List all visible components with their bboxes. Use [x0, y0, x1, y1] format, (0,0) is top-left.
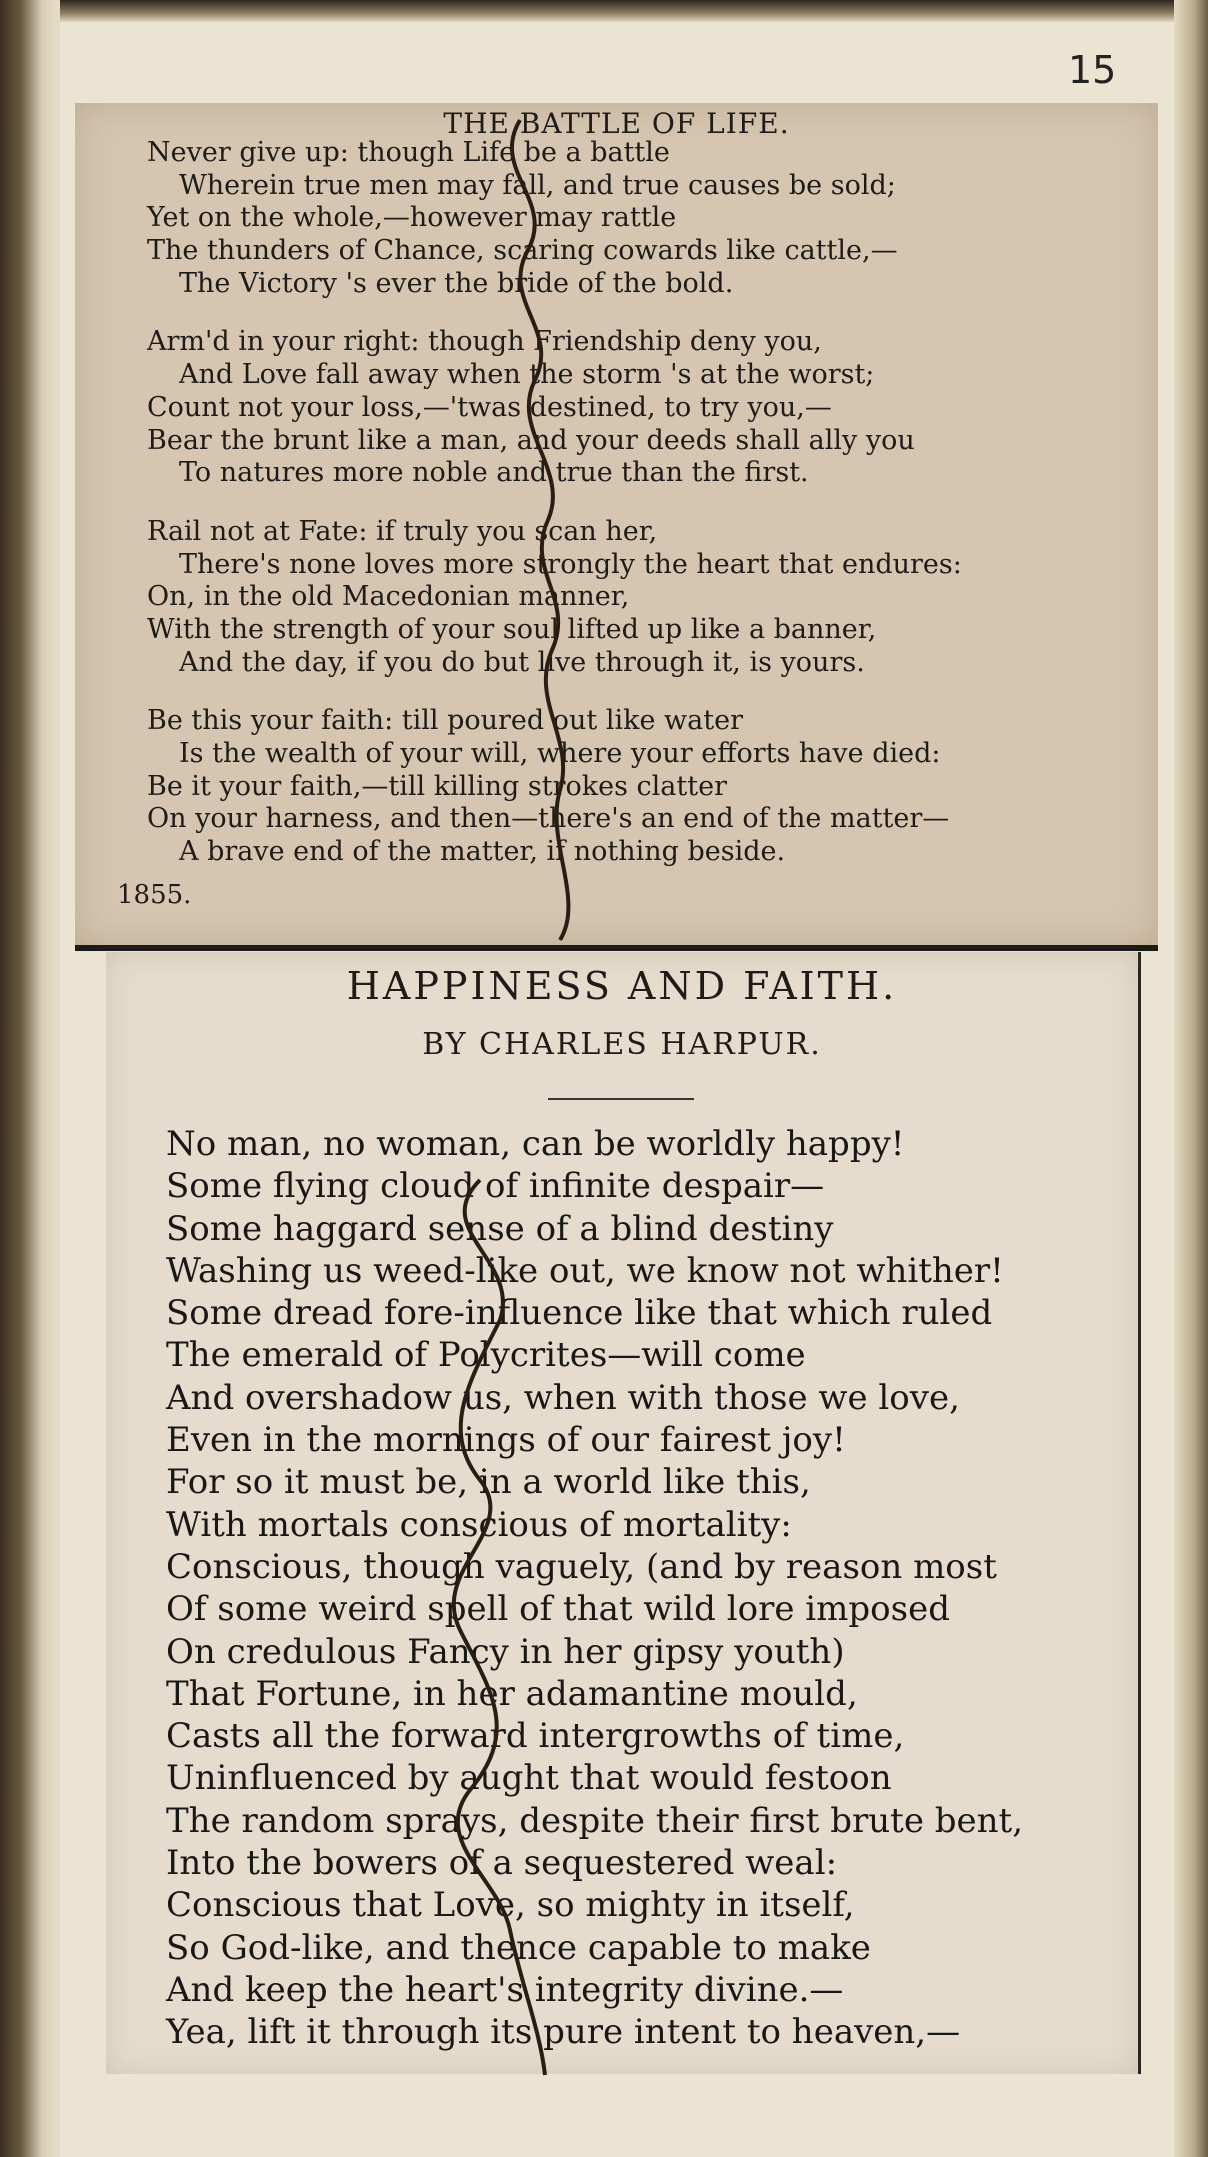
poem-line: Some dread fore-influence like that which ruled — [166, 1293, 993, 1334]
poem-line: Arm'd in your right: though Friendship deny you, — [147, 326, 822, 358]
poem-line: On, in the old Macedonian manner, — [147, 581, 630, 613]
poem-line: The random sprays, despite their first brute bent, — [166, 1800, 1024, 1841]
poem-title: THE BATTLE OF LIFE. — [443, 107, 790, 140]
poem-line: Bear the brunt like a man, and your deeds shall ally you — [147, 424, 915, 456]
poem-line: And keep the heart's integrity divine.— — [166, 1969, 844, 2010]
poem-line: Of some weird spell of that wild lore imposed — [166, 1589, 950, 1630]
poem-line: Never give up: though Life be a battle — [147, 137, 670, 168]
poem-line: The Victory 's ever the bride of the bold. — [179, 267, 734, 299]
poem-line: So God-like, and thence capable to make — [166, 1927, 871, 1968]
crack-line-lower — [454, 1180, 545, 2075]
poem-line: To natures more noble and true than the first. — [179, 457, 809, 489]
poem-line: Into the bowers of a sequestered weal: — [166, 1843, 838, 1884]
poem-line: And overshadow us, when with those we love, — [166, 1377, 960, 1418]
poem-line: Conscious, though vaguely, (and by reason most — [166, 1546, 997, 1587]
poem-year: 1855. — [117, 880, 192, 910]
poem-line: Be it your faith,—till killing strokes clatter — [147, 770, 727, 802]
poem-line: Washing us weed-like out, we know not whither! — [166, 1250, 1004, 1291]
poem-line: And the day, if you do but live through it, is yours. — [179, 646, 865, 678]
poem-line: That Fortune, in her adamantine mould, — [166, 1673, 858, 1714]
poem-line: On your harness, and then—there's an end of the matter— — [147, 803, 950, 835]
poem-byline: BY CHARLES HARPUR. — [422, 1027, 822, 1062]
poem-line: The emerald of Polycrites—will come — [166, 1335, 806, 1376]
poem-line: A brave end of the matter, if nothing beside. — [179, 836, 786, 868]
poem-line: Some haggard sense of a blind destiny — [166, 1208, 834, 1249]
poem-line: Wherein true men may fall, and true causes be sold; — [179, 169, 896, 201]
poem-line: Even in the mornings of our fairest joy! — [166, 1420, 846, 1461]
poem-line: Yea, lift it through its pure intent to heaven,— — [166, 2012, 961, 2053]
poem-line: Count not your loss,—'twas destined, to try you,— — [147, 391, 832, 423]
poem-line: No man, no woman, can be worldly happy! — [166, 1124, 905, 1164]
poem-line: With mortals conscious of mortality: — [166, 1504, 792, 1545]
poem-line: Conscious that Love, so mighty in itself, — [166, 1885, 855, 1926]
poem-line: The thunders of Chance, scaring cowards like cattle,— — [147, 235, 898, 267]
poem-line: For so it must be, in a world like this, — [166, 1462, 811, 1503]
poem-line: With the strength of your soul lifted up like a banner, — [147, 613, 877, 645]
poem-title: HAPPINESS AND FAITH. — [346, 964, 898, 1008]
poem-line: And Love fall away when the storm 's at the worst; — [179, 359, 875, 391]
poem-line: Uninfluenced by aught that would festoon — [166, 1758, 892, 1799]
poem-line: Some flying cloud of infinite despair— — [166, 1166, 825, 1207]
poem-line: Casts all the forward intergrowths of time, — [166, 1716, 905, 1757]
poem-line: Rail not at Fate: if truly you scan her, — [147, 515, 658, 547]
poem-line: Is the wealth of your will, where your efforts have died: — [179, 738, 941, 769]
poem-line: On credulous Fancy in her gipsy youth) — [166, 1631, 845, 1672]
poem-line: Yet on the whole,—however may rattle — [147, 202, 677, 234]
poem-line: Be this your faith: till poured out like water — [147, 705, 743, 737]
crack-line-upper — [512, 120, 569, 940]
poem-line: There's none loves more strongly the heart that endures: — [179, 548, 962, 580]
page-number: 15 — [1068, 48, 1117, 92]
